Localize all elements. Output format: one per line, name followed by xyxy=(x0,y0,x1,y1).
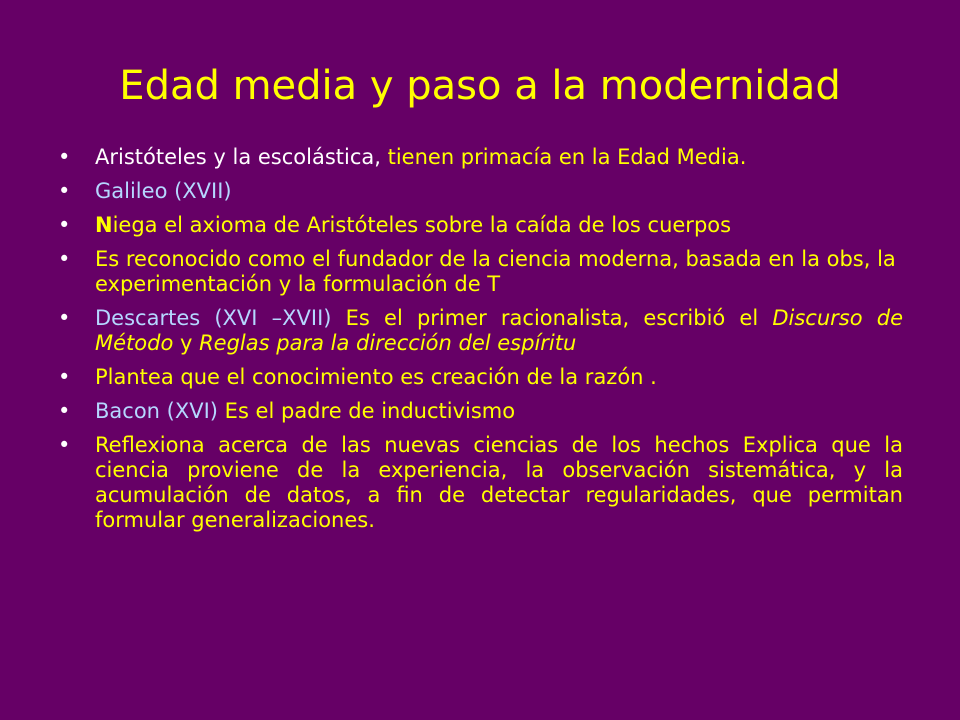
bullet-text: N xyxy=(95,213,113,237)
bullet-icon: • xyxy=(58,145,71,169)
bullet-text: Es el padre de inductivismo xyxy=(224,399,516,423)
slide-title: Edad media y paso a la modernidad xyxy=(119,63,841,109)
bullet-item-niega xyxy=(58,213,903,238)
bullet-text: Reflexiona acerca de las nuevas ciencias de los hechos Explica que la ciencia proviene de la experiencia, la observación sistemática, y la acumulación de datos, a fin de detectar regularidades, que permitan formular generalizaciones. xyxy=(95,433,903,532)
bullet-item-reconocido xyxy=(58,247,903,297)
bullet-text: Es reconocido como el fundador de la ciencia moderna, basada en la obs, la experimentación y la formulación de T xyxy=(95,247,896,296)
bullet-icon: • xyxy=(58,247,71,271)
bullet-text: Discurso de Método xyxy=(95,306,903,355)
bullet-item-bacon xyxy=(58,399,903,424)
bullet-item-plantea xyxy=(58,365,903,390)
bullet-text: y xyxy=(173,331,200,355)
bullet-icon: • xyxy=(58,179,71,203)
bullet-item-reflexiona xyxy=(58,433,903,533)
bullet-text: Es el primer racionalista, escribió el xyxy=(331,306,773,330)
bullet-icon: • xyxy=(58,365,71,389)
bullet-item-aristoteles xyxy=(58,145,903,170)
bullet-text: Aristóteles y la escolástica, xyxy=(95,145,388,169)
bullet-item-galileo xyxy=(58,179,903,204)
bullet-text: Bacon (XVI) xyxy=(95,399,225,423)
bullet-item-descartes xyxy=(58,306,903,356)
bullet-text: Reglas para la dirección del espíritu xyxy=(199,331,577,355)
bullet-list xyxy=(58,145,903,542)
bullet-icon: • xyxy=(58,399,71,423)
bullet-text: Descartes (XVI –XVII) xyxy=(95,306,332,330)
bullet-text: tienen primacía en la Edad Media. xyxy=(387,145,747,169)
bullet-text: Plantea que el conocimiento es creación de la razón . xyxy=(95,365,657,389)
bullet-icon: • xyxy=(58,306,71,330)
bullet-text: Galileo (XVII) xyxy=(95,179,232,203)
bullet-text: iega el axioma de Aristóteles sobre la caída de los cuerpos xyxy=(112,213,732,237)
bullet-icon: • xyxy=(58,213,71,237)
bullet-icon: • xyxy=(58,433,71,457)
